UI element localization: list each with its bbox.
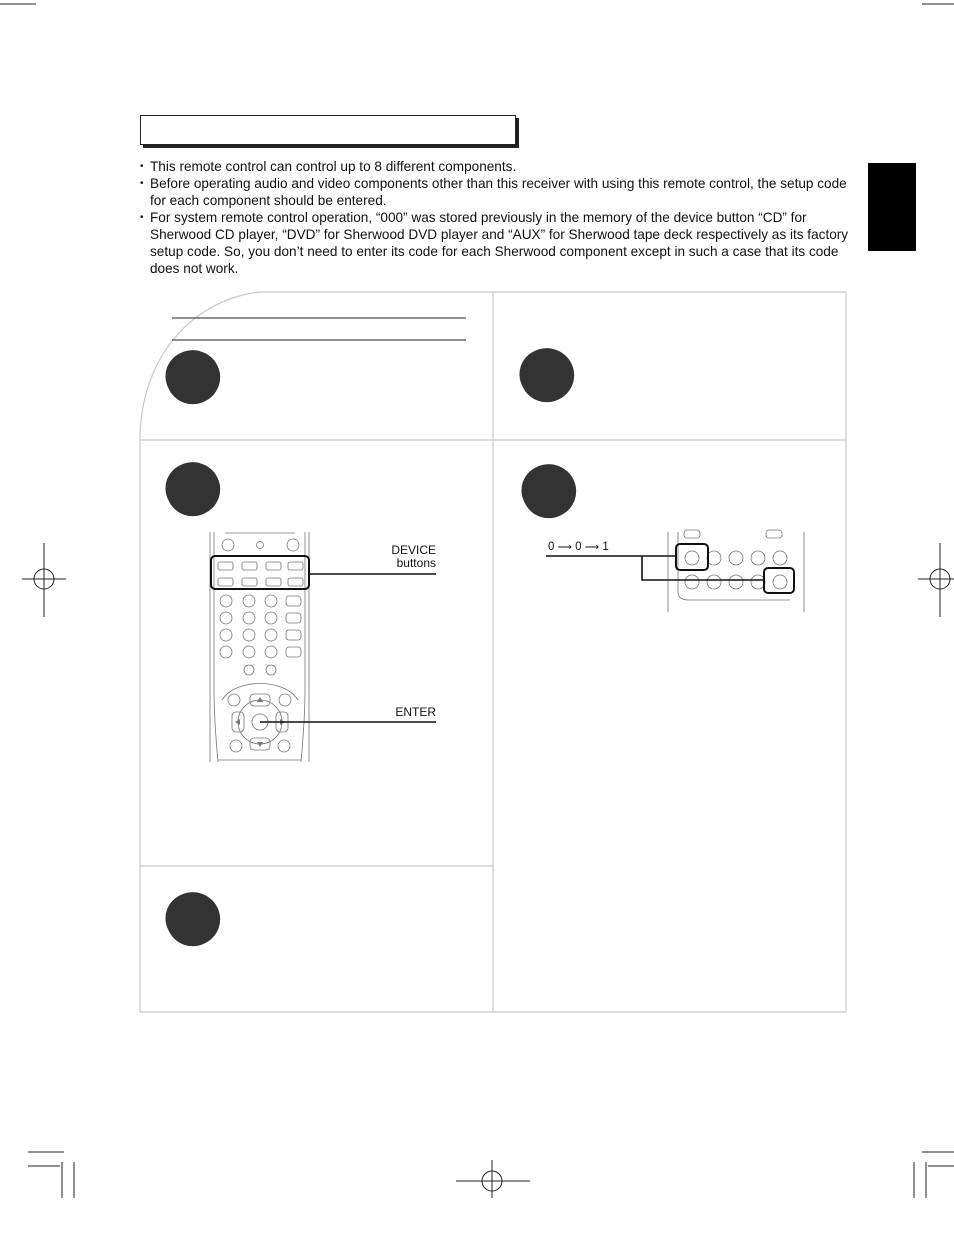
sequence-digit-3: 1 (602, 541, 609, 553)
key-sequence-label (548, 541, 638, 553)
sequence-digit-2: 0 (575, 541, 582, 553)
sequence-arrow-icon: ⟶ (584, 542, 600, 553)
enter-label: ENTER (395, 705, 436, 719)
intro-bullet: • This remote control can control up to 8 different components. (140, 158, 850, 175)
key-0-highlight (676, 544, 708, 570)
intro-bullet: • For system remote control operation, “000” was stored previously in the memory of the device button “CD” for Sherwood CD player, “DVD” for Sherwood DVD player and “AUX” for Sherwood tape deck respectively as its factory setup code. So, you don’t need to enter its code for each Sherwood component except in such a case that its code does not work. (140, 209, 850, 277)
sequence-digit-1: 0 (548, 541, 555, 553)
device-label-line1: DEVICE (391, 543, 436, 557)
device-label-line2: buttons (396, 556, 436, 570)
intro-bullet: • Before operating audio and video components other than this receiver with using this remote control, the setup code for each component should be entered. (140, 175, 850, 209)
sequence-arrow-icon: ⟶ (557, 542, 572, 553)
